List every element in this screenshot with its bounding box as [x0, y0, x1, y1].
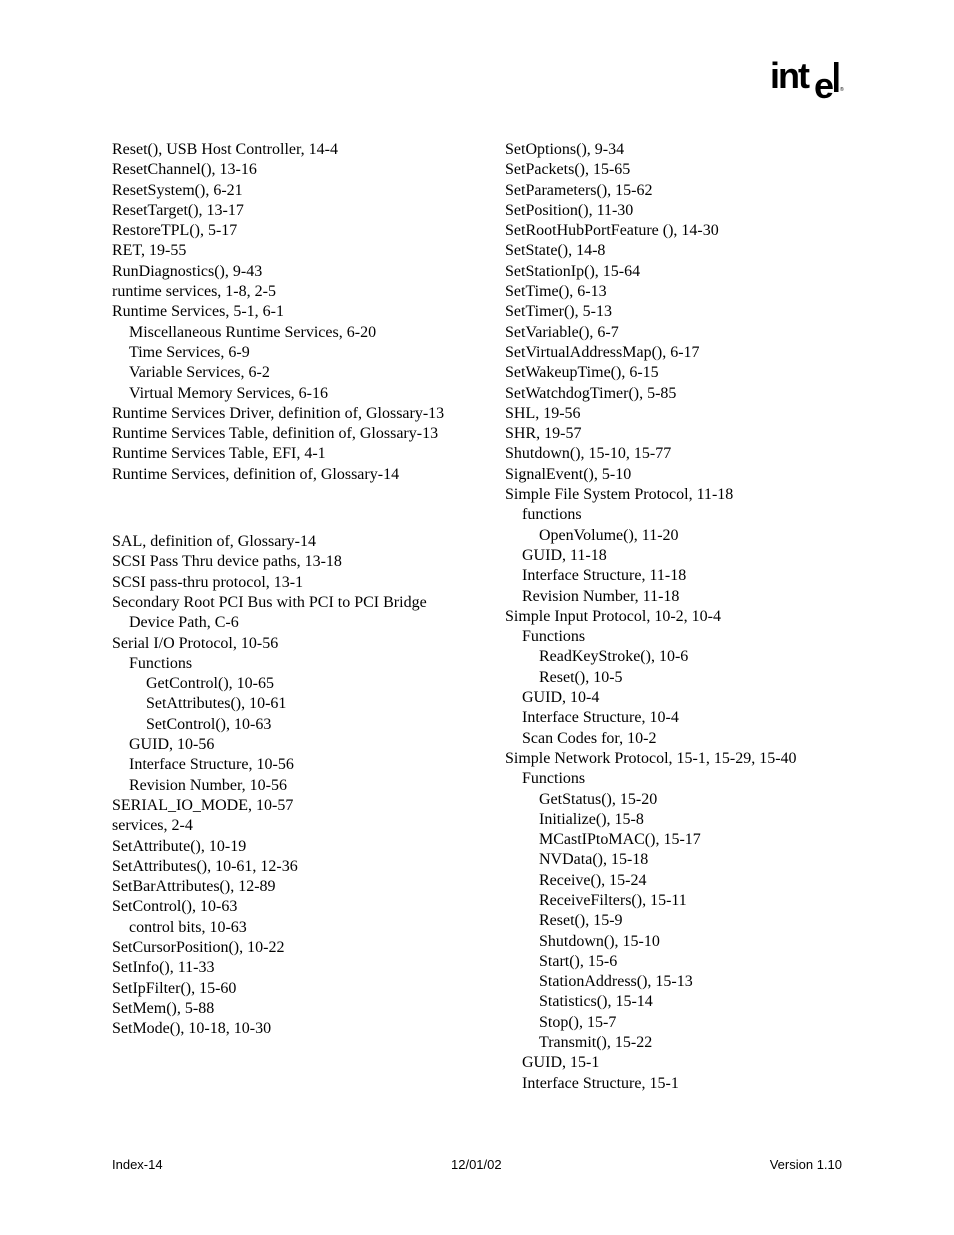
index-subentry: Transmit(), 15-22 — [539, 1034, 653, 1052]
index-subentry: Interface Structure, 11-18 — [522, 567, 687, 585]
index-entry: Simple File System Protocol, 11-18 — [505, 486, 734, 504]
index-subentry: Interface Structure, 10-56 — [129, 756, 294, 774]
index-entry: SetVariable(), 6-7 — [505, 323, 619, 341]
index-subentry: MCastIPtoMAC(), 15-17 — [539, 831, 701, 849]
index-entry: SetOptions(), 9-34 — [505, 141, 625, 158]
index-subentry: GetControl(), 10-65 — [146, 675, 274, 693]
index-entry: SCSI pass-thru protocol, 13-1 — [112, 573, 304, 591]
index-entry: SetWatchdogTimer(), 5-85 — [505, 384, 677, 402]
index-subentry: OpenVolume(), 11-20 — [539, 526, 679, 544]
index-subentry: ReceiveFilters(), 15-11 — [539, 891, 687, 909]
index-entry: SetWakeupTime(), 6-15 — [505, 364, 659, 382]
index-entry: SignalEvent(), 5-10 — [505, 465, 632, 483]
index-entry: SetInfo(), 11-33 — [112, 959, 215, 977]
index-entry: SetVirtualAddressMap(), 6-17 — [505, 343, 700, 361]
index-subentry: Scan Codes for, 10-2 — [522, 729, 657, 747]
index-entry: SHL, 19-56 — [505, 404, 581, 422]
index-entry: SetParameters(), 15-62 — [505, 181, 653, 199]
index-entry: ResetTarget(), 13-17 — [112, 201, 244, 219]
index-entry: SetPackets(), 15-65 — [505, 161, 631, 179]
index-entry: SetIpFilter(), 15-60 — [112, 979, 237, 997]
index-subentry: SetControl(), 10-63 — [146, 715, 272, 733]
index-entry: SetTimer(), 5-13 — [505, 303, 612, 321]
index-subentry: GUID, 10-56 — [129, 736, 215, 754]
index-entry: Secondary Root PCI Bus with PCI to PCI Bridge Device Path, C-6 — [112, 593, 427, 632]
index-subentry: StationAddress(), 15-13 — [539, 973, 693, 991]
svg-text:int: int — [770, 58, 808, 96]
index-entry: SetCursorPosition(), 10-22 — [112, 938, 285, 956]
index-entry: services, 2-4 — [112, 817, 193, 835]
index-entry: SAL, definition of, Glossary-14 — [112, 533, 316, 551]
index-subentry: Functions — [522, 770, 586, 788]
index-entry: SetRootHubPortFeature (), 14-30 — [505, 222, 719, 240]
index-subentry: GUID, 11-18 — [522, 546, 607, 564]
index-subentry: ReadKeyStroke(), 10-6 — [539, 648, 689, 666]
index-subentry: Variable Services, 6-2 — [129, 364, 270, 382]
index-column-left — [112, 140, 457, 1039]
index-entry: Serial I/O Protocol, 10-56 — [112, 634, 279, 652]
index-entry: SetTime(), 6-13 — [505, 283, 607, 301]
index-subentry: Revision Number, 11-18 — [522, 587, 680, 605]
index-subentry: Statistics(), 15-14 — [539, 993, 653, 1011]
index-entry: SetStationIp(), 15-64 — [505, 262, 641, 280]
index-entry: RestoreTPL(), 5-17 — [112, 222, 238, 240]
index-entry: SetBarAttributes(), 12-89 — [112, 878, 276, 896]
index-entry: Runtime Services Driver, definition of, Glossary-13 — [112, 404, 445, 422]
index-subentry: SetAttributes(), 10-61 — [146, 695, 287, 713]
index-entry: SetMem(), 5-88 — [112, 999, 215, 1017]
index-entry: SetPosition(), 11-30 — [505, 201, 634, 219]
intel-logo — [770, 58, 846, 104]
index-subentry: GUID, 15-1 — [522, 1054, 600, 1072]
index-subentry: GUID, 10-4 — [522, 689, 600, 707]
index-entry: SHR, 19-57 — [505, 425, 582, 443]
footer-page-label: Index-14 — [112, 1157, 163, 1172]
index-subentry: Virtual Memory Services, 6-16 — [129, 384, 328, 402]
index-subentry: Interface Structure, 10-4 — [522, 709, 679, 727]
index-subentry: control bits, 10-63 — [129, 918, 247, 936]
index-subentry: Time Services, 6-9 — [129, 343, 250, 361]
index-entry: SetMode(), 10-18, 10-30 — [112, 1020, 272, 1038]
index-subentry: Receive(), 15-24 — [539, 871, 647, 889]
index-column-right — [505, 140, 850, 1094]
index-entry: SetControl(), 10-63 — [112, 898, 238, 916]
index-entry: SERIAL_IO_MODE, 10-57 — [112, 796, 294, 814]
index-entry: RET, 19-55 — [112, 242, 187, 260]
index-entry: ResetSystem(), 6-21 — [112, 181, 243, 199]
index-entry: SetAttribute(), 10-19 — [112, 837, 247, 855]
index-subentry: Interface Structure, 15-1 — [522, 1074, 679, 1092]
index-entry: Runtime Services Table, definition of, Glossary-13 — [112, 425, 439, 443]
svg-text:e: e — [814, 65, 835, 104]
index-subentry: Reset(), 10-5 — [539, 668, 623, 686]
index-subentry: Functions — [129, 654, 193, 672]
footer-version: Version 1.10 — [769, 1157, 842, 1172]
index-entry: Runtime Services, definition of, Glossary-14 — [112, 465, 400, 483]
index-entry: RunDiagnostics(), 9-43 — [112, 262, 263, 280]
index-entry: Runtime Services Table, EFI, 4-1 — [112, 445, 326, 463]
index-subentry: Revision Number, 10-56 — [129, 776, 288, 794]
index-subentry: Functions — [522, 628, 586, 646]
index-entry: Shutdown(), 15-10, 15-77 — [505, 445, 672, 463]
svg-text:®: ® — [840, 87, 844, 93]
index-subentry: GetStatus(), 15-20 — [539, 790, 658, 808]
index-entry: SetAttributes(), 10-61, 12-36 — [112, 857, 298, 875]
index-entry: SCSI Pass Thru device paths, 13-18 — [112, 553, 342, 571]
index-subentry: Initialize(), 15-8 — [539, 810, 644, 828]
index-entry: Reset(), USB Host Controller, 14-4 — [112, 141, 339, 158]
index-entry: SetState(), 14-8 — [505, 242, 606, 260]
index-subentry: Stop(), 15-7 — [539, 1013, 617, 1031]
index-entry: ResetChannel(), 13-16 — [112, 161, 257, 179]
footer-date: 12/01/02 — [451, 1157, 502, 1172]
index-subentry: NVData(), 15-18 — [539, 851, 649, 869]
index-subentry: Miscellaneous Runtime Services, 6-20 — [129, 323, 377, 341]
index-entry: Simple Network Protocol, 15-1, 15-29, 15-40 — [505, 749, 797, 767]
index-entry: Runtime Services, 5-1, 6-1 — [112, 303, 284, 321]
section-gap — [112, 485, 457, 532]
index-subentry: Shutdown(), 15-10 — [539, 932, 660, 950]
index-subentry: Start(), 15-6 — [539, 952, 618, 970]
index-subentry: functions — [522, 506, 582, 524]
index-entry: runtime services, 1-8, 2-5 — [112, 283, 276, 301]
index-entry: Simple Input Protocol, 10-2, 10-4 — [505, 607, 721, 625]
index-subentry: Reset(), 15-9 — [539, 912, 623, 930]
